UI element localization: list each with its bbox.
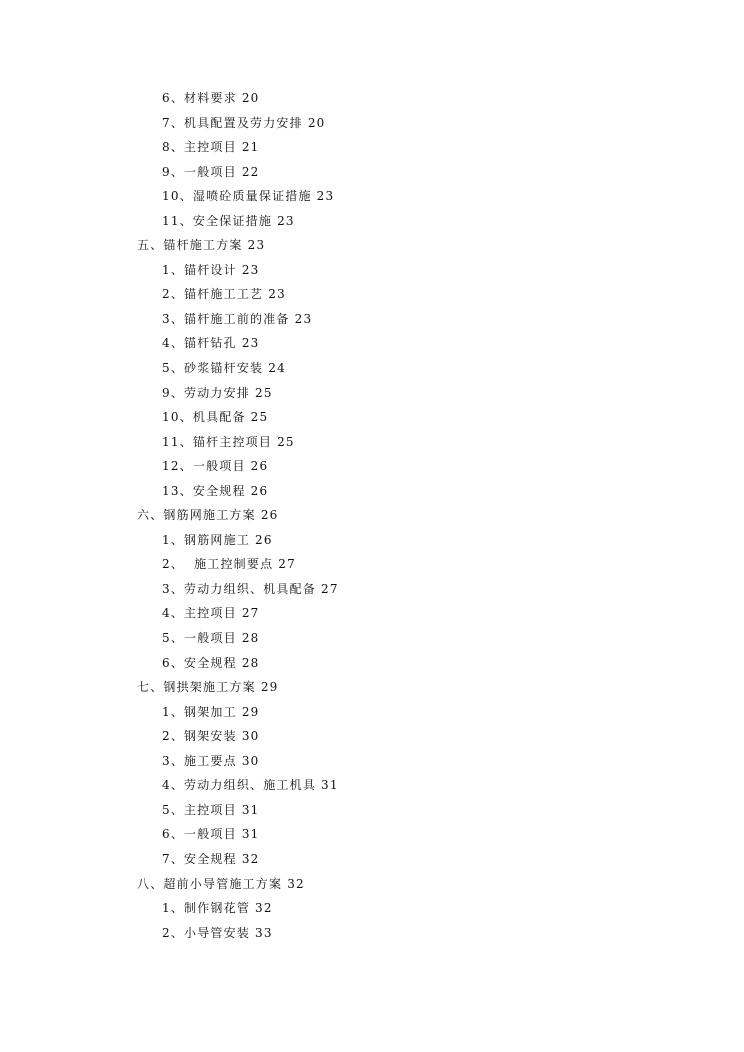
toc-entry[interactable]: 3、施工要点 30 xyxy=(162,753,260,768)
toc-entry[interactable]: 8、主控项目 21 xyxy=(162,140,260,155)
toc-entry[interactable]: 10、湿喷砼质量保证措施 23 xyxy=(162,189,335,204)
toc-entry[interactable]: 11、锚杆主控项目 25 xyxy=(162,434,295,449)
toc-entry[interactable]: 2、钢架安装 30 xyxy=(162,729,260,744)
toc-entry[interactable]: 13、安全规程 26 xyxy=(162,483,269,498)
toc-entry[interactable]: 4、主控项目 27 xyxy=(162,606,260,621)
toc-entry[interactable]: 6、材料要求 20 xyxy=(162,91,260,105)
toc-entry[interactable]: 1、制作钢花管 32 xyxy=(162,901,273,916)
toc-entry[interactable]: 2、 施工控制要点 27 xyxy=(162,557,296,572)
toc-entry[interactable]: 7、机具配置及劳力安排 20 xyxy=(162,115,326,130)
toc-entry[interactable]: 2、锚杆施工工艺 23 xyxy=(162,287,286,302)
toc-entry[interactable]: 10、机具配备 25 xyxy=(162,410,269,425)
toc-entry[interactable]: 1、钢架加工 29 xyxy=(162,704,260,719)
toc-section-heading[interactable]: 五、锚杆施工方案 23 xyxy=(137,238,266,253)
toc-entry[interactable]: 5、砂浆锚杆安装 24 xyxy=(162,361,286,376)
toc-section-heading[interactable]: 八、超前小导管施工方案 32 xyxy=(137,876,305,891)
toc-entry[interactable]: 12、一般项目 26 xyxy=(162,459,269,474)
toc-entry[interactable]: 4、锚杆钻孔 23 xyxy=(162,336,260,351)
toc-entry[interactable]: 4、劳动力组织、施工机具 31 xyxy=(162,778,339,793)
toc-entry[interactable]: 3、劳动力组织、机具配备 27 xyxy=(162,581,339,596)
table-of-contents xyxy=(0,88,744,947)
toc-entry[interactable]: 1、锚杆设计 23 xyxy=(162,262,260,277)
toc-entry[interactable]: 3、锚杆施工前的准备 23 xyxy=(162,311,313,326)
toc-section-heading[interactable]: 七、钢拱架施工方案 29 xyxy=(137,680,279,695)
toc-entry[interactable]: 2、小导管安装 33 xyxy=(162,925,273,940)
toc-entry[interactable]: 6、一般项目 31 xyxy=(162,827,260,842)
toc-entry[interactable]: 6、安全规程 28 xyxy=(162,655,260,670)
toc-entry[interactable]: 9、一般项目 22 xyxy=(162,164,260,179)
toc-entry[interactable]: 7、安全规程 32 xyxy=(162,851,260,866)
toc-entry[interactable]: 5、主控项目 31 xyxy=(162,802,260,817)
toc-entry[interactable]: 11、安全保证措施 23 xyxy=(162,213,295,228)
toc-entry[interactable]: 5、一般项目 28 xyxy=(162,631,260,646)
toc-entry[interactable]: 1、钢筋网施工 26 xyxy=(162,532,273,547)
toc-section-heading[interactable]: 六、钢筋网施工方案 26 xyxy=(137,508,279,523)
toc-entry[interactable]: 9、劳动力安排 25 xyxy=(162,385,273,400)
